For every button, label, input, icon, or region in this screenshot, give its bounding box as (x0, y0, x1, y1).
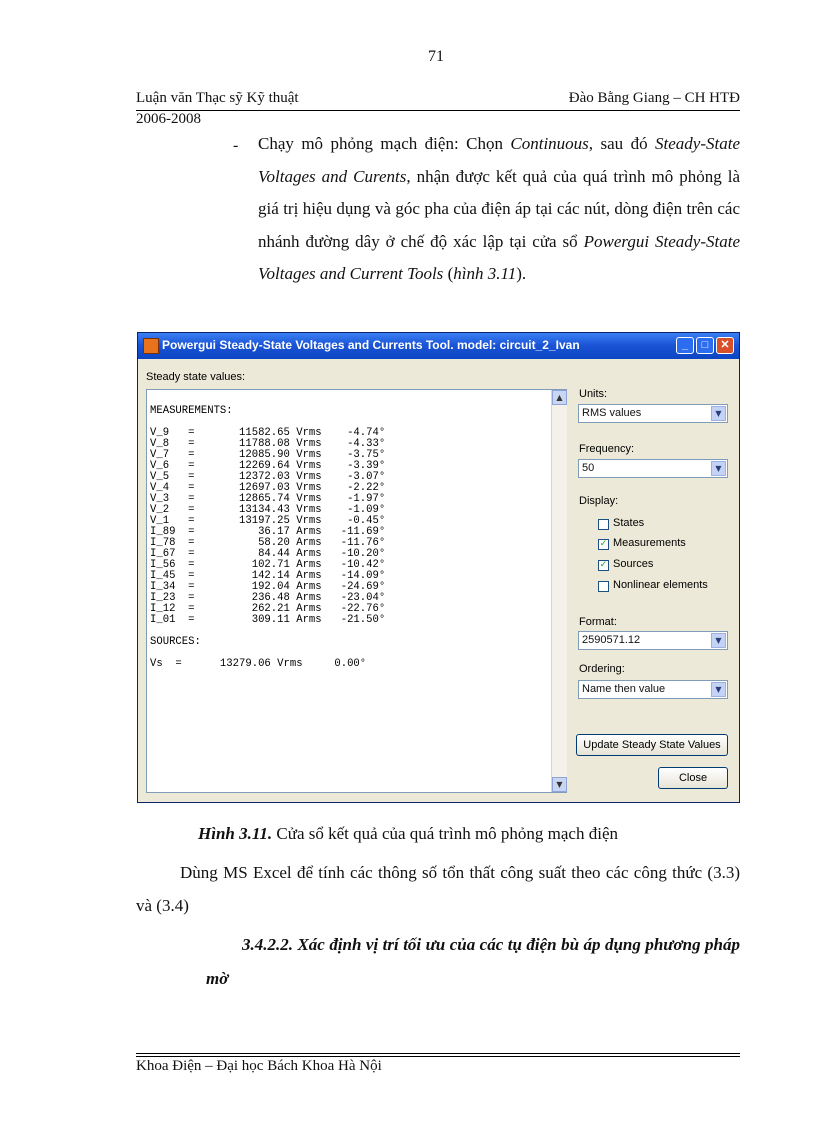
close-icon[interactable]: ✕ (716, 337, 734, 354)
value-line: I_78 = 58.20 Arms -11.76° (150, 537, 386, 549)
minimize-icon[interactable]: _ (676, 337, 694, 354)
display-label: Display: (579, 495, 619, 507)
window-title: Powergui Steady-State Voltages and Currents Tool. model: circuit_2_Ivan (162, 338, 580, 352)
bullet-paragraph: Chạy mô phỏng mạch điện: Chọn Continuous, sau đó Steady-State Voltages and Curents, nhận được kết quả của quá trình mô phỏng là giá trị hiệu dụng và góc pha của điện áp tại các nút, dòng điện trên các nhánh đường dây ở chế độ xác lập tại cửa sổ Powergui Steady-State Voltages and Current Tools (hình 3.11). (258, 134, 741, 283)
scroll-up-icon[interactable]: ▲ (552, 390, 567, 405)
body-paragraph: Dùng MS Excel để tính các thông số tổn thất công suất theo các công thức (3.3) và (3.4) (136, 863, 740, 915)
frequency-select[interactable] (578, 459, 728, 478)
states-checkbox[interactable] (598, 519, 609, 530)
value-line: I_23 = 236.48 Arms -23.04° (150, 592, 386, 604)
units-label: Units: (579, 388, 608, 400)
value-line: I_67 = 84.44 Arms -10.20° (150, 548, 386, 560)
header-rule (136, 110, 740, 111)
ordering-select[interactable] (578, 680, 728, 699)
value-line: V_5 = 12372.03 Vrms -3.07° (150, 471, 386, 483)
footer-text: Khoa Điện – Đại học Bách Khoa Hà Nội (136, 1058, 382, 1074)
format-select[interactable] (578, 631, 728, 650)
steady-state-label: Steady state values: (146, 371, 246, 383)
header-left: Luận văn Thạc sỹ Kỹ thuật (136, 90, 299, 106)
value-line: SOURCES: (150, 636, 201, 648)
matlab-logo-icon (143, 338, 159, 354)
value-line: V_2 = 13134.43 Vrms -1.09° (150, 504, 386, 516)
update-steady-state-button[interactable]: Update Steady State Values (576, 734, 728, 756)
value-line: I_89 = 36.17 Arms -11.69° (150, 526, 386, 538)
chevron-down-icon: ▼ (711, 406, 726, 421)
section-heading: 3.4.2.2. Xác định vị trí tối ưu của các tụ điện bù áp dụng phương pháp mờ (206, 935, 740, 988)
format-value: 2590571.12 (582, 634, 641, 646)
maximize-icon[interactable]: □ (696, 337, 714, 354)
vertical-scrollbar[interactable] (551, 390, 567, 792)
sources-label: Sources (613, 558, 654, 570)
units-select[interactable] (578, 404, 728, 423)
figure-caption: Hình 3.11. Cửa sổ kết quả của quá trình mô phỏng mạch điện (198, 824, 618, 843)
ordering-value: Name then value (582, 683, 666, 695)
value-line: I_45 = 142.14 Arms -14.09° (150, 570, 386, 582)
frequency-label: Frequency: (579, 443, 635, 455)
value-line: I_56 = 102.71 Arms -10.42° (150, 559, 386, 571)
chevron-down-icon: ▼ (711, 682, 726, 697)
sources-checkbox[interactable]: ✓ (599, 560, 608, 570)
value-line: V_1 = 13197.25 Vrms -0.45° (150, 515, 386, 527)
ordering-label: Ordering: (579, 663, 625, 675)
frequency-value: 50 (582, 462, 595, 474)
chevron-down-icon: ▼ (711, 461, 726, 476)
value-line: Vs = 13279.06 Vrms 0.00° (150, 658, 367, 670)
page-number: 71 (428, 48, 444, 65)
states-label: States (613, 517, 645, 529)
chevron-down-icon: ▼ (711, 633, 726, 648)
value-line: I_01 = 309.11 Arms -21.50° (150, 614, 386, 626)
steady-state-values-text[interactable] (146, 389, 567, 793)
window-titlebar[interactable] (138, 333, 739, 359)
nonlinear-elements-label: Nonlinear elements (613, 579, 708, 591)
scroll-down-icon[interactable]: ▼ (552, 777, 567, 792)
value-line: V_9 = 11582.65 Vrms -4.74° (150, 427, 386, 439)
value-line: MEASUREMENTS: (150, 405, 233, 417)
powergui-window (137, 332, 740, 803)
close-button[interactable]: Close (658, 767, 728, 789)
value-line: V_6 = 12269.64 Vrms -3.39° (150, 460, 386, 472)
measurements-label: Measurements (613, 537, 686, 549)
format-label: Format: (579, 616, 617, 628)
values-text-block (150, 406, 385, 670)
value-line: V_3 = 12865.74 Vrms -1.97° (150, 493, 386, 505)
value-line: I_12 = 262.21 Arms -22.76° (150, 603, 386, 615)
measurements-checkbox[interactable]: ✓ (599, 539, 608, 549)
value-line: V_8 = 11788.08 Vrms -4.33° (150, 438, 386, 450)
header-right: Đào Bằng Giang – CH HTĐ (568, 90, 740, 106)
value-line: V_7 = 12085.90 Vrms -3.75° (150, 449, 386, 461)
nonlinear-elements-checkbox[interactable] (598, 581, 609, 592)
header-left-year: 2006-2008 (136, 111, 201, 127)
bullet-mark: - (233, 137, 239, 154)
footer-rule-2 (136, 1056, 740, 1057)
value-line: I_34 = 192.04 Arms -24.69° (150, 581, 386, 593)
units-value: RMS values (582, 407, 642, 419)
value-line: V_4 = 12697.03 Vrms -2.22° (150, 482, 386, 494)
footer-rule (136, 1053, 740, 1054)
